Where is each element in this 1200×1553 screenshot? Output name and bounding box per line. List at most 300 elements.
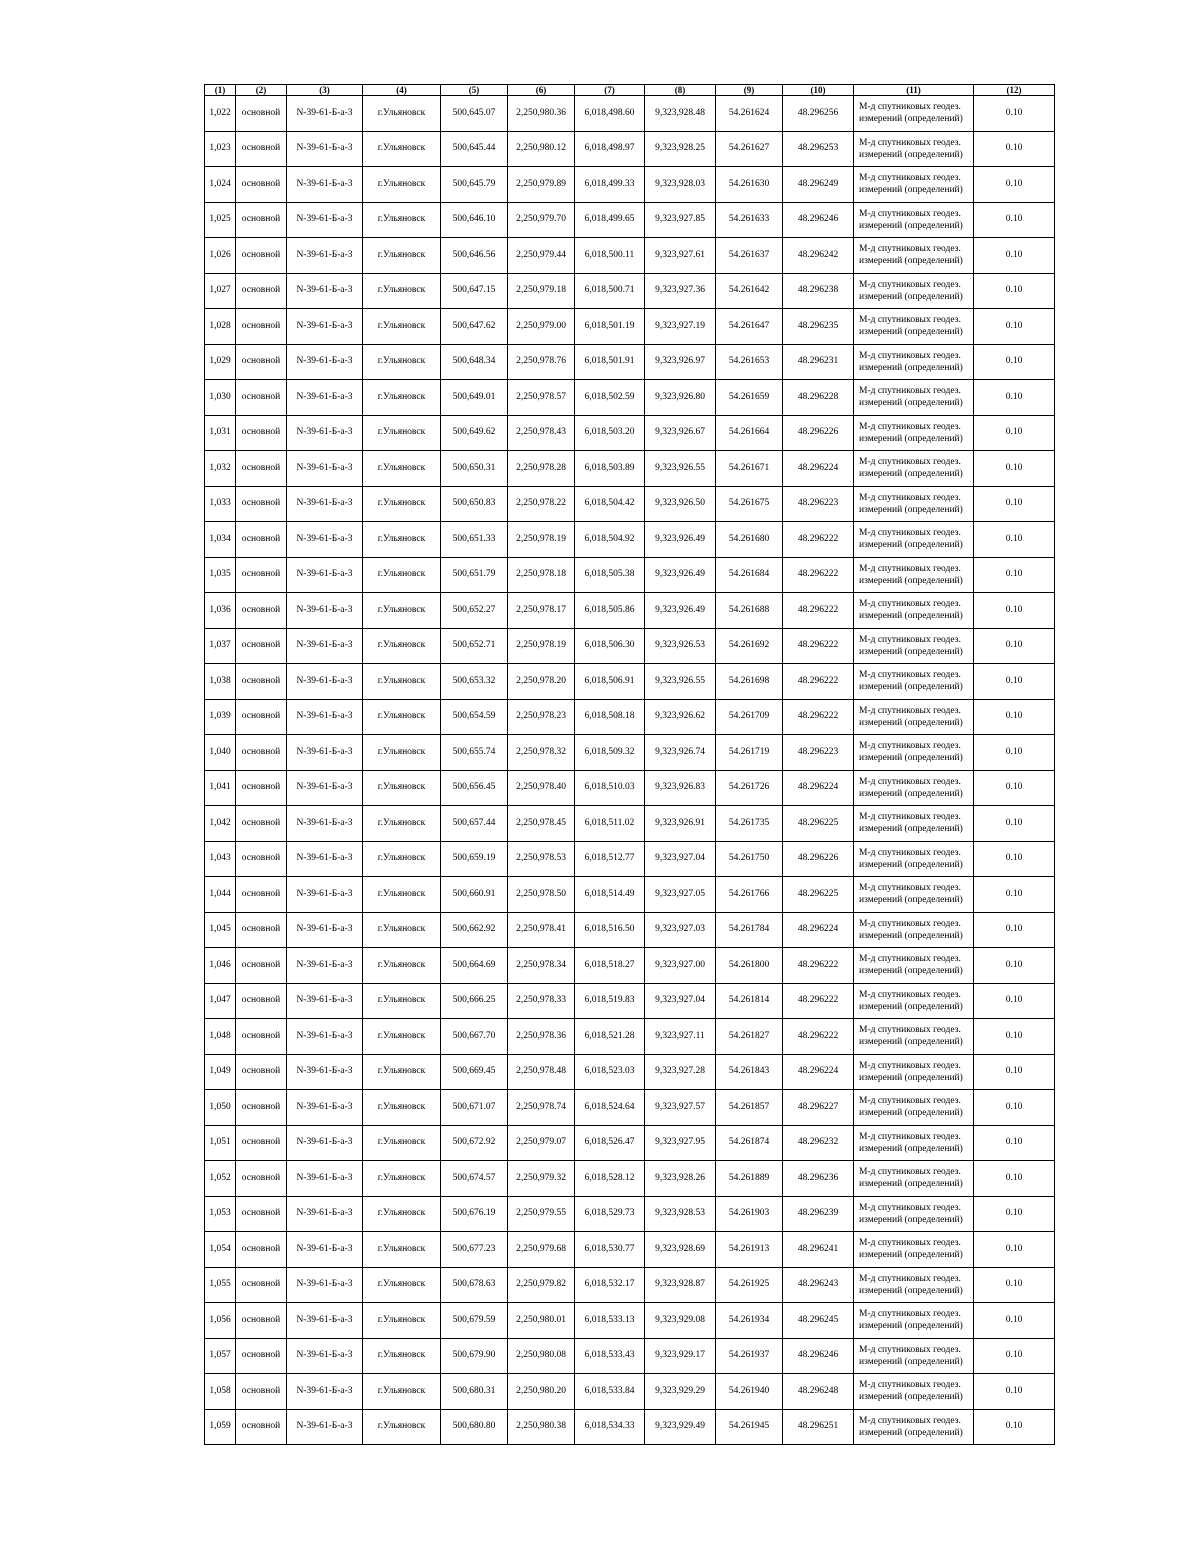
table-row [205, 344, 1055, 380]
cell-accuracy: 0.10 [974, 1054, 1055, 1090]
cell-latitude: 54.261630 [716, 167, 783, 203]
cell-coord-y-local: 2,250,979.68 [508, 1232, 575, 1268]
cell-coord-y-local: 2,250,979.70 [508, 202, 575, 238]
cell-locality: г.Ульяновск [363, 131, 441, 167]
cell-coord-x-local: 500,666.25 [441, 983, 508, 1019]
cell-longitude: 48.296246 [783, 202, 854, 238]
cell-accuracy: 0.10 [974, 451, 1055, 487]
cell-coord-x-local: 500,646.10 [441, 202, 508, 238]
cell-point-type: основной [236, 96, 287, 132]
table-row [205, 380, 1055, 416]
cell-point-number: 1,047 [205, 983, 236, 1019]
cell-longitude: 48.296246 [783, 1338, 854, 1374]
cell-locality: г.Ульяновск [363, 167, 441, 203]
cell-method: М-д спутниковых геодез. измерений (определений) [854, 841, 974, 877]
cell-longitude: 48.296222 [783, 983, 854, 1019]
cell-map-sheet: N-39-61-Б-а-3 [287, 309, 363, 345]
cell-longitude: 48.296222 [783, 948, 854, 984]
cell-locality: г.Ульяновск [363, 486, 441, 522]
cell-map-sheet: N-39-61-Б-а-3 [287, 415, 363, 451]
cell-point-type: основной [236, 309, 287, 345]
cell-latitude: 54.261664 [716, 415, 783, 451]
cell-point-number: 1,029 [205, 344, 236, 380]
cell-point-number: 1,038 [205, 664, 236, 700]
cell-latitude: 54.261653 [716, 344, 783, 380]
table-row [205, 664, 1055, 700]
cell-map-sheet: N-39-61-Б-а-3 [287, 628, 363, 664]
cell-method: М-д спутниковых геодез. измерений (определений) [854, 1409, 974, 1445]
cell-latitude: 54.261688 [716, 593, 783, 629]
table-row [205, 1303, 1055, 1339]
table-row [205, 948, 1055, 984]
cell-coord-x-local: 500,649.62 [441, 415, 508, 451]
cell-locality: г.Ульяновск [363, 806, 441, 842]
cell-locality: г.Ульяновск [363, 699, 441, 735]
header-row [205, 85, 1055, 96]
cell-point-type: основной [236, 557, 287, 593]
cell-point-type: основной [236, 1303, 287, 1339]
cell-coord-x-msk: 6,018,508.18 [575, 699, 645, 735]
cell-map-sheet: N-39-61-Б-а-3 [287, 96, 363, 132]
table-body [205, 96, 1055, 1445]
cell-method: М-д спутниковых геодез. измерений (определений) [854, 380, 974, 416]
cell-accuracy: 0.10 [974, 202, 1055, 238]
cell-map-sheet: N-39-61-Б-а-3 [287, 664, 363, 700]
cell-accuracy: 0.10 [974, 1125, 1055, 1161]
cell-locality: г.Ульяновск [363, 628, 441, 664]
cell-locality: г.Ульяновск [363, 202, 441, 238]
cell-coord-y-local: 2,250,978.17 [508, 593, 575, 629]
cell-map-sheet: N-39-61-Б-а-3 [287, 238, 363, 274]
cell-point-type: основной [236, 238, 287, 274]
cell-longitude: 48.296222 [783, 593, 854, 629]
cell-longitude: 48.296223 [783, 486, 854, 522]
cell-coord-x-local: 500,662.92 [441, 912, 508, 948]
cell-point-number: 1,043 [205, 841, 236, 877]
cell-coord-x-local: 500,679.90 [441, 1338, 508, 1374]
cell-coord-x-local: 500,656.45 [441, 770, 508, 806]
cell-accuracy: 0.10 [974, 1196, 1055, 1232]
cell-coord-y-local: 2,250,978.41 [508, 912, 575, 948]
table-row [205, 1267, 1055, 1303]
cell-point-type: основной [236, 628, 287, 664]
cell-accuracy: 0.10 [974, 1409, 1055, 1445]
cell-locality: г.Ульяновск [363, 1267, 441, 1303]
cell-coord-y-msk: 9,323,926.67 [645, 415, 716, 451]
cell-coord-x-msk: 6,018,506.30 [575, 628, 645, 664]
cell-locality: г.Ульяновск [363, 593, 441, 629]
cell-method: М-д спутниковых геодез. измерений (определений) [854, 131, 974, 167]
cell-locality: г.Ульяновск [363, 877, 441, 913]
cell-accuracy: 0.10 [974, 628, 1055, 664]
table-row [205, 486, 1055, 522]
cell-method: М-д спутниковых геодез. измерений (определений) [854, 948, 974, 984]
column-header-10: (10) [783, 85, 854, 96]
column-header-1: (1) [205, 85, 236, 96]
cell-coord-x-msk: 6,018,512.77 [575, 841, 645, 877]
cell-coord-y-msk: 9,323,927.57 [645, 1090, 716, 1126]
cell-point-number: 1,033 [205, 486, 236, 522]
cell-point-number: 1,040 [205, 735, 236, 771]
cell-coord-y-msk: 9,323,927.11 [645, 1019, 716, 1055]
cell-longitude: 48.296239 [783, 1196, 854, 1232]
cell-point-number: 1,026 [205, 238, 236, 274]
cell-latitude: 54.261784 [716, 912, 783, 948]
cell-coord-y-msk: 9,323,927.03 [645, 912, 716, 948]
cell-coord-y-local: 2,250,980.20 [508, 1374, 575, 1410]
cell-coord-x-msk: 6,018,534.33 [575, 1409, 645, 1445]
table-row [205, 202, 1055, 238]
cell-point-type: основной [236, 1374, 287, 1410]
cell-coord-y-msk: 9,323,926.53 [645, 628, 716, 664]
cell-latitude: 54.261874 [716, 1125, 783, 1161]
cell-coord-x-msk: 6,018,498.60 [575, 96, 645, 132]
cell-accuracy: 0.10 [974, 664, 1055, 700]
cell-latitude: 54.261889 [716, 1161, 783, 1197]
cell-accuracy: 0.10 [974, 167, 1055, 203]
cell-coord-y-local: 2,250,979.44 [508, 238, 575, 274]
cell-map-sheet: N-39-61-Б-а-3 [287, 1196, 363, 1232]
cell-locality: г.Ульяновск [363, 1161, 441, 1197]
cell-map-sheet: N-39-61-Б-а-3 [287, 1338, 363, 1374]
cell-coord-x-local: 500,672.92 [441, 1125, 508, 1161]
cell-latitude: 54.261937 [716, 1338, 783, 1374]
cell-point-number: 1,039 [205, 699, 236, 735]
cell-method: М-д спутниковых геодез. измерений (определений) [854, 273, 974, 309]
cell-point-number: 1,046 [205, 948, 236, 984]
cell-map-sheet: N-39-61-Б-а-3 [287, 1303, 363, 1339]
cell-locality: г.Ульяновск [363, 1338, 441, 1374]
cell-locality: г.Ульяновск [363, 983, 441, 1019]
cell-coord-x-local: 500,650.83 [441, 486, 508, 522]
cell-coord-y-msk: 9,323,927.61 [645, 238, 716, 274]
cell-accuracy: 0.10 [974, 238, 1055, 274]
cell-coord-y-msk: 9,323,926.80 [645, 380, 716, 416]
cell-method: М-д спутниковых геодез. измерений (определений) [854, 1303, 974, 1339]
cell-point-type: основной [236, 1090, 287, 1126]
cell-coord-x-msk: 6,018,516.50 [575, 912, 645, 948]
cell-coord-y-local: 2,250,978.33 [508, 983, 575, 1019]
cell-accuracy: 0.10 [974, 1303, 1055, 1339]
cell-coord-x-msk: 6,018,505.38 [575, 557, 645, 593]
cell-method: М-д спутниковых геодез. измерений (определений) [854, 1338, 974, 1374]
cell-point-type: основной [236, 699, 287, 735]
cell-longitude: 48.296225 [783, 806, 854, 842]
cell-method: М-д спутниковых геодез. измерений (определений) [854, 770, 974, 806]
cell-coord-y-local: 2,250,980.01 [508, 1303, 575, 1339]
cell-coord-y-local: 2,250,978.19 [508, 628, 575, 664]
table-row [205, 593, 1055, 629]
cell-accuracy: 0.10 [974, 841, 1055, 877]
cell-coord-y-msk: 9,323,926.55 [645, 451, 716, 487]
cell-map-sheet: N-39-61-Б-а-3 [287, 131, 363, 167]
cell-longitude: 48.296224 [783, 451, 854, 487]
cell-coord-y-local: 2,250,979.00 [508, 309, 575, 345]
cell-coord-x-local: 500,648.34 [441, 344, 508, 380]
cell-coord-y-local: 2,250,978.23 [508, 699, 575, 735]
cell-coord-x-msk: 6,018,504.42 [575, 486, 645, 522]
cell-method: М-д спутниковых геодез. измерений (определений) [854, 735, 974, 771]
cell-longitude: 48.296224 [783, 1054, 854, 1090]
cell-accuracy: 0.10 [974, 486, 1055, 522]
cell-coord-x-msk: 6,018,505.86 [575, 593, 645, 629]
cell-point-number: 1,049 [205, 1054, 236, 1090]
cell-method: М-д спутниковых геодез. измерений (определений) [854, 699, 974, 735]
cell-coord-y-msk: 9,323,929.17 [645, 1338, 716, 1374]
cell-coord-y-msk: 9,323,929.08 [645, 1303, 716, 1339]
cell-coord-y-msk: 9,323,929.49 [645, 1409, 716, 1445]
cell-point-number: 1,036 [205, 593, 236, 629]
cell-coord-y-msk: 9,323,928.87 [645, 1267, 716, 1303]
cell-point-number: 1,027 [205, 273, 236, 309]
cell-method: М-д спутниковых геодез. измерений (определений) [854, 1374, 974, 1410]
cell-coord-x-msk: 6,018,504.92 [575, 522, 645, 558]
cell-method: М-д спутниковых геодез. измерений (определений) [854, 238, 974, 274]
cell-coord-x-local: 500,669.45 [441, 1054, 508, 1090]
cell-coord-x-msk: 6,018,500.71 [575, 273, 645, 309]
cell-accuracy: 0.10 [974, 273, 1055, 309]
table-row [205, 735, 1055, 771]
cell-map-sheet: N-39-61-Б-а-3 [287, 593, 363, 629]
cell-accuracy: 0.10 [974, 912, 1055, 948]
cell-longitude: 48.296238 [783, 273, 854, 309]
cell-point-number: 1,059 [205, 1409, 236, 1445]
table-row [205, 273, 1055, 309]
cell-latitude: 54.261750 [716, 841, 783, 877]
cell-point-type: основной [236, 877, 287, 913]
cell-longitude: 48.296226 [783, 841, 854, 877]
cell-method: М-д спутниковых геодез. измерений (определений) [854, 628, 974, 664]
cell-coord-x-msk: 6,018,533.84 [575, 1374, 645, 1410]
cell-coord-y-msk: 9,323,926.50 [645, 486, 716, 522]
cell-coord-x-msk: 6,018,501.91 [575, 344, 645, 380]
cell-point-number: 1,028 [205, 309, 236, 345]
cell-point-type: основной [236, 841, 287, 877]
cell-map-sheet: N-39-61-Б-а-3 [287, 1267, 363, 1303]
cell-locality: г.Ульяновск [363, 1409, 441, 1445]
cell-point-number: 1,025 [205, 202, 236, 238]
cell-coord-x-msk: 6,018,533.43 [575, 1338, 645, 1374]
cell-coord-x-msk: 6,018,501.19 [575, 309, 645, 345]
cell-point-number: 1,023 [205, 131, 236, 167]
table-row [205, 806, 1055, 842]
cell-accuracy: 0.10 [974, 96, 1055, 132]
cell-locality: г.Ульяновск [363, 1374, 441, 1410]
cell-point-number: 1,037 [205, 628, 236, 664]
cell-coord-y-local: 2,250,980.12 [508, 131, 575, 167]
cell-coord-x-local: 500,677.23 [441, 1232, 508, 1268]
cell-map-sheet: N-39-61-Б-а-3 [287, 1125, 363, 1161]
cell-locality: г.Ульяновск [363, 1303, 441, 1339]
cell-latitude: 54.261719 [716, 735, 783, 771]
cell-coord-x-local: 500,659.19 [441, 841, 508, 877]
cell-coord-x-local: 500,667.70 [441, 1019, 508, 1055]
column-header-3: (3) [287, 85, 363, 96]
cell-accuracy: 0.10 [974, 1019, 1055, 1055]
cell-accuracy: 0.10 [974, 699, 1055, 735]
cell-coord-y-local: 2,250,978.32 [508, 735, 575, 771]
cell-coord-x-msk: 6,018,499.65 [575, 202, 645, 238]
cell-latitude: 54.261698 [716, 664, 783, 700]
table-row [205, 131, 1055, 167]
cell-accuracy: 0.10 [974, 522, 1055, 558]
cell-point-number: 1,024 [205, 167, 236, 203]
cell-longitude: 48.296222 [783, 664, 854, 700]
table-row [205, 1409, 1055, 1445]
cell-coord-y-local: 2,250,978.48 [508, 1054, 575, 1090]
cell-map-sheet: N-39-61-Б-а-3 [287, 451, 363, 487]
cell-coord-y-msk: 9,323,927.04 [645, 983, 716, 1019]
cell-method: М-д спутниковых геодез. измерений (определений) [854, 1019, 974, 1055]
cell-point-type: основной [236, 486, 287, 522]
cell-coord-y-local: 2,250,980.08 [508, 1338, 575, 1374]
cell-point-number: 1,050 [205, 1090, 236, 1126]
cell-point-type: основной [236, 1019, 287, 1055]
cell-latitude: 54.261945 [716, 1409, 783, 1445]
cell-coord-y-msk: 9,323,927.05 [645, 877, 716, 913]
cell-coord-y-local: 2,250,979.82 [508, 1267, 575, 1303]
cell-coord-x-msk: 6,018,519.83 [575, 983, 645, 1019]
cell-method: М-д спутниковых геодез. измерений (определений) [854, 202, 974, 238]
cell-latitude: 54.261735 [716, 806, 783, 842]
cell-point-number: 1,056 [205, 1303, 236, 1339]
cell-coord-x-local: 500,653.32 [441, 664, 508, 700]
cell-method: М-д спутниковых геодез. измерений (определений) [854, 593, 974, 629]
cell-method: М-д спутниковых геодез. измерений (определений) [854, 486, 974, 522]
cell-longitude: 48.296228 [783, 380, 854, 416]
cell-coord-x-local: 500,651.33 [441, 522, 508, 558]
table-row [205, 983, 1055, 1019]
table-row [205, 309, 1055, 345]
table-row [205, 1338, 1055, 1374]
cell-longitude: 48.296224 [783, 912, 854, 948]
cell-point-type: основной [236, 1161, 287, 1197]
cell-point-type: основной [236, 344, 287, 380]
cell-method: М-д спутниковых геодез. измерений (определений) [854, 415, 974, 451]
cell-map-sheet: N-39-61-Б-а-3 [287, 1409, 363, 1445]
cell-coord-y-local: 2,250,978.53 [508, 841, 575, 877]
cell-point-number: 1,051 [205, 1125, 236, 1161]
cell-coord-x-local: 500,650.31 [441, 451, 508, 487]
cell-locality: г.Ульяновск [363, 451, 441, 487]
cell-map-sheet: N-39-61-Б-а-3 [287, 522, 363, 558]
cell-point-number: 1,058 [205, 1374, 236, 1410]
cell-latitude: 54.261633 [716, 202, 783, 238]
cell-point-number: 1,034 [205, 522, 236, 558]
cell-point-number: 1,044 [205, 877, 236, 913]
cell-latitude: 54.261843 [716, 1054, 783, 1090]
cell-accuracy: 0.10 [974, 983, 1055, 1019]
cell-coord-x-local: 500,645.44 [441, 131, 508, 167]
cell-latitude: 54.261642 [716, 273, 783, 309]
cell-longitude: 48.296242 [783, 238, 854, 274]
cell-coord-x-msk: 6,018,521.28 [575, 1019, 645, 1055]
table-row [205, 1090, 1055, 1126]
cell-latitude: 54.261814 [716, 983, 783, 1019]
cell-coord-y-msk: 9,323,927.19 [645, 309, 716, 345]
cell-coord-x-msk: 6,018,532.17 [575, 1267, 645, 1303]
cell-point-number: 1,031 [205, 415, 236, 451]
cell-method: М-д спутниковых геодез. измерений (определений) [854, 912, 974, 948]
cell-map-sheet: N-39-61-Б-а-3 [287, 1374, 363, 1410]
cell-point-number: 1,035 [205, 557, 236, 593]
cell-latitude: 54.261827 [716, 1019, 783, 1055]
cell-map-sheet: N-39-61-Б-а-3 [287, 841, 363, 877]
cell-accuracy: 0.10 [974, 1232, 1055, 1268]
cell-point-type: основной [236, 1054, 287, 1090]
cell-point-type: основной [236, 593, 287, 629]
cell-coord-y-local: 2,250,978.76 [508, 344, 575, 380]
cell-coord-x-msk: 6,018,526.47 [575, 1125, 645, 1161]
cell-longitude: 48.296225 [783, 877, 854, 913]
table-row [205, 912, 1055, 948]
table-row [205, 841, 1055, 877]
cell-method: М-д спутниковых геодез. измерений (определений) [854, 1267, 974, 1303]
column-header-5: (5) [441, 85, 508, 96]
cell-map-sheet: N-39-61-Б-а-3 [287, 806, 363, 842]
cell-coord-y-local: 2,250,978.28 [508, 451, 575, 487]
cell-coord-x-msk: 6,018,498.97 [575, 131, 645, 167]
cell-method: М-д спутниковых геодез. измерений (определений) [854, 167, 974, 203]
cell-coord-x-msk: 6,018,506.91 [575, 664, 645, 700]
cell-locality: г.Ульяновск [363, 912, 441, 948]
cell-latitude: 54.261857 [716, 1090, 783, 1126]
cell-coord-x-msk: 6,018,503.20 [575, 415, 645, 451]
cell-method: М-д спутниковых геодез. измерений (определений) [854, 522, 974, 558]
cell-locality: г.Ульяновск [363, 380, 441, 416]
cell-map-sheet: N-39-61-Б-а-3 [287, 912, 363, 948]
cell-coord-y-msk: 9,323,926.62 [645, 699, 716, 735]
cell-point-type: основной [236, 1232, 287, 1268]
cell-longitude: 48.296223 [783, 735, 854, 771]
cell-locality: г.Ульяновск [363, 1054, 441, 1090]
cell-coord-y-local: 2,250,979.18 [508, 273, 575, 309]
cell-point-number: 1,022 [205, 96, 236, 132]
cell-coord-x-msk: 6,018,514.49 [575, 877, 645, 913]
cell-locality: г.Ульяновск [363, 309, 441, 345]
cell-point-type: основной [236, 167, 287, 203]
cell-coord-y-local: 2,250,978.19 [508, 522, 575, 558]
cell-point-type: основной [236, 1267, 287, 1303]
cell-coord-y-msk: 9,323,927.04 [645, 841, 716, 877]
table-row [205, 1232, 1055, 1268]
cell-latitude: 54.261726 [716, 770, 783, 806]
table-row [205, 628, 1055, 664]
cell-coord-y-msk: 9,323,926.55 [645, 664, 716, 700]
cell-longitude: 48.296231 [783, 344, 854, 380]
cell-coord-y-msk: 9,323,926.49 [645, 593, 716, 629]
cell-locality: г.Ульяновск [363, 735, 441, 771]
cell-locality: г.Ульяновск [363, 273, 441, 309]
cell-coord-y-local: 2,250,978.74 [508, 1090, 575, 1126]
cell-coord-y-msk: 9,323,927.28 [645, 1054, 716, 1090]
cell-coord-y-msk: 9,323,926.91 [645, 806, 716, 842]
cell-longitude: 48.296222 [783, 522, 854, 558]
cell-point-type: основной [236, 735, 287, 771]
cell-longitude: 48.296248 [783, 1374, 854, 1410]
cell-coord-x-local: 500,660.91 [441, 877, 508, 913]
cell-coord-y-local: 2,250,978.20 [508, 664, 575, 700]
cell-latitude: 54.261913 [716, 1232, 783, 1268]
table-header [205, 85, 1055, 96]
cell-method: М-д спутниковых геодез. измерений (определений) [854, 96, 974, 132]
cell-map-sheet: N-39-61-Б-а-3 [287, 1054, 363, 1090]
cell-locality: г.Ульяновск [363, 1232, 441, 1268]
cell-coord-x-local: 500,679.59 [441, 1303, 508, 1339]
cell-latitude: 54.261659 [716, 380, 783, 416]
cell-longitude: 48.296251 [783, 1409, 854, 1445]
cell-point-type: основной [236, 983, 287, 1019]
